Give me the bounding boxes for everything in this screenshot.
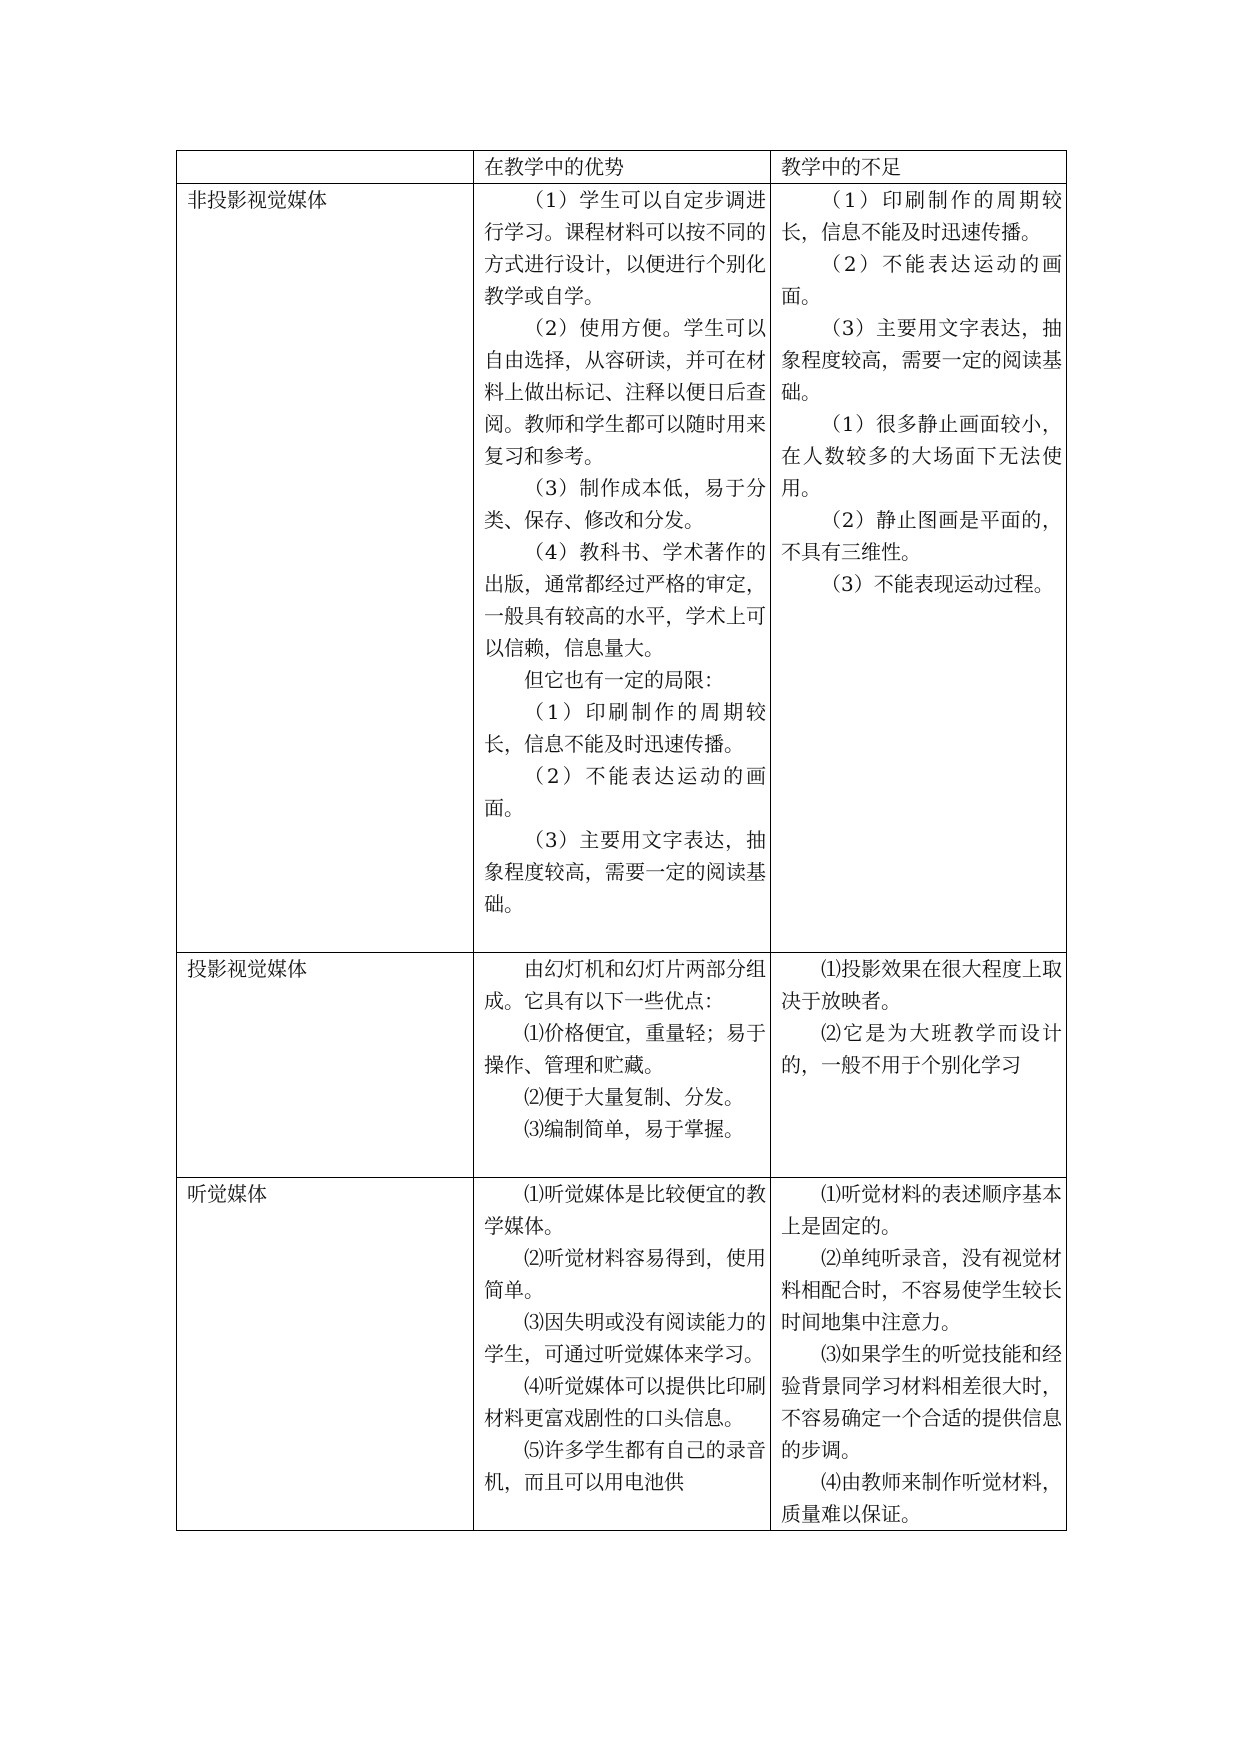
advantage-item: （2）使用方便。学生可以自由选择，从容研读，并可在材料上做出标记、注释以便日后查阅。教师和学生都可以随时用来复习和参考。 bbox=[484, 316, 766, 468]
table-row bbox=[177, 953, 1067, 1178]
advantage-item: 但它也有一定的局限： bbox=[524, 668, 724, 692]
disadvantage-item: ⑷由教师来制作听觉材料，质量难以保证。 bbox=[781, 1470, 1062, 1526]
disadvantage-item: （3）主要用文字表达，抽象程度较高，需要一定的阅读基础。 bbox=[781, 316, 1062, 404]
advantage-item: ⑶因失明或没有阅读能力的学生，可通过听觉媒体来学习。 bbox=[484, 1310, 766, 1366]
advantage-item: （4）教科书、学术著作的出版，通常都经过严格的审定，一般具有较高的水平，学术上可以信赖，信息量大。 bbox=[484, 540, 766, 660]
advantage-item: （1）印刷制作的周期较长，信息不能及时迅速传播。 bbox=[484, 700, 766, 756]
advantage-item: （3）主要用文字表达，抽象程度较高，需要一定的阅读基础。 bbox=[484, 828, 766, 916]
media-type-label: 非投影视觉媒体 bbox=[187, 188, 327, 212]
advantage-item: ⑵便于大量复制、分发。 bbox=[524, 1085, 744, 1109]
disadvantage-item: ⑵它是为大班教学而设计的，一般不用于个别化学习 bbox=[781, 1021, 1062, 1077]
advantage-item: ⑴价格便宜，重量轻；易于操作、管理和贮藏。 bbox=[484, 1021, 766, 1077]
media-type-cell bbox=[177, 1178, 474, 1531]
table-row bbox=[177, 1178, 1067, 1531]
advantage-item: （1）学生可以自定步调进行学习。课程材料可以按不同的方式进行设计，以便进行个别化教学或自学。 bbox=[484, 188, 766, 308]
media-type-cell bbox=[177, 953, 474, 1178]
media-comparison-table bbox=[176, 150, 1067, 1531]
disadvantage-item: （2）静止图画是平面的，不具有三维性。 bbox=[781, 508, 1062, 564]
table-row bbox=[177, 184, 1067, 953]
advantage-item: （2）不能表达运动的画面。 bbox=[484, 764, 766, 820]
disadvantage-item: ⑵单纯听录音，没有视觉材料相配合时，不容易使学生较长时间地集中注意力。 bbox=[781, 1246, 1062, 1334]
media-type-cell bbox=[177, 184, 474, 953]
disadvantage-item: （1）很多静止画面较小，在人数较多的大场面下无法使用。 bbox=[781, 412, 1062, 500]
disadvantage-item: ⑴听觉材料的表述顺序基本上是固定的。 bbox=[781, 1182, 1062, 1238]
table-header-row bbox=[177, 151, 1067, 184]
advantage-item: ⑴听觉媒体是比较便宜的教学媒体。 bbox=[484, 1182, 766, 1238]
disadvantages-cell bbox=[771, 1178, 1067, 1531]
disadvantage-item: （1）印刷制作的周期较长，信息不能及时迅速传播。 bbox=[781, 188, 1062, 244]
advantage-item: （3）制作成本低，易于分类、保存、修改和分发。 bbox=[484, 476, 766, 532]
disadvantage-item: （3）不能表现运动过程。 bbox=[821, 572, 1054, 596]
disadvantages-cell bbox=[771, 184, 1067, 953]
header-cell-disadvantages: 教学中的不足 bbox=[771, 151, 1067, 184]
disadvantage-item: （2）不能表达运动的画面。 bbox=[781, 252, 1062, 308]
media-type-label: 听觉媒体 bbox=[187, 1182, 267, 1206]
media-type-label: 投影视觉媒体 bbox=[187, 957, 307, 981]
disadvantage-item: ⑴投影效果在很大程度上取决于放映者。 bbox=[781, 957, 1062, 1013]
header-cell-blank bbox=[177, 151, 474, 184]
disadvantages-cell bbox=[771, 953, 1067, 1178]
advantage-item: 由幻灯机和幻灯片两部分组成。它具有以下一些优点： bbox=[484, 957, 766, 1013]
advantages-cell bbox=[474, 953, 771, 1178]
advantages-cell bbox=[474, 184, 771, 953]
advantage-item: ⑵听觉材料容易得到，使用简单。 bbox=[484, 1246, 766, 1302]
header-cell-advantages: 在教学中的优势 bbox=[474, 151, 771, 184]
advantage-item: ⑸许多学生都有自己的录音机，而且可以用电池供 bbox=[484, 1438, 766, 1494]
advantage-item: ⑷听觉媒体可以提供比印刷材料更富戏剧性的口头信息。 bbox=[484, 1374, 766, 1430]
advantages-cell bbox=[474, 1178, 771, 1531]
advantage-item: ⑶编制简单，易于掌握。 bbox=[524, 1117, 744, 1141]
disadvantage-item: ⑶如果学生的听觉技能和经验背景同学习材料相差很大时，不容易确定一个合适的提供信息的步调。 bbox=[781, 1342, 1062, 1462]
